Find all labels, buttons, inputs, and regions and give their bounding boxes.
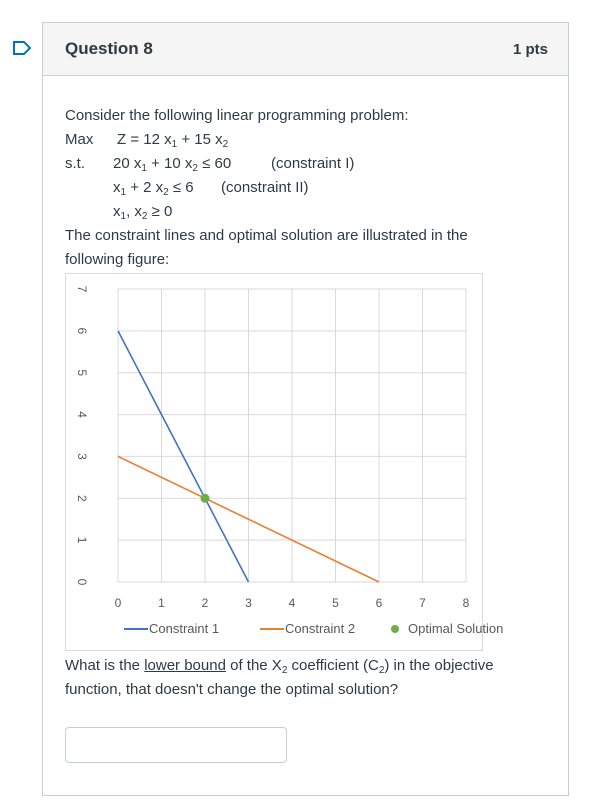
constraint-1-expr: 20 $x_1 + 10$ $x_2 \le 60$ — [113, 155, 232, 174]
optimal-solution-point — [201, 494, 210, 503]
x-tick-label: 7 — [419, 596, 426, 610]
st-label: s.t. — [65, 155, 86, 172]
x-tick-label: 4 — [288, 596, 296, 610]
y-tick-label: 7 — [75, 285, 89, 293]
x-tick-label: 0 — [114, 596, 122, 610]
question-points: 1 pts — [512, 40, 548, 58]
objective-expr: Z = 12 $x_1 + 15$ $x_2$ — [117, 131, 229, 150]
constraint-2-line: $x_1 + 2$ $x_2 \le 6$ (constraint II) — [113, 179, 309, 198]
y-tick-label: 1 — [75, 536, 89, 544]
answer-input[interactable] — [65, 727, 287, 763]
y-tick-label: 0 — [75, 578, 89, 586]
y-tick-label: 3 — [75, 453, 89, 460]
question-card — [42, 22, 569, 796]
question-title: Question 8 — [65, 39, 153, 58]
legend-label-optimal: Optimal Solution — [408, 621, 504, 636]
x-tick-label: 5 — [332, 596, 339, 610]
intro-text: Consider the following linear programming problem: — [65, 107, 409, 124]
nonnegativity-line: $x_1$, $x_2 \ge 0$ — [113, 203, 173, 222]
legend-swatch-optimal — [391, 625, 399, 633]
x-tick-label: 1 — [158, 596, 165, 610]
flag-icon[interactable] — [12, 40, 32, 56]
chart-canvas — [66, 274, 504, 650]
x-tick-label: 8 — [462, 596, 470, 610]
legend-label-constraint-2: Constraint 2 — [285, 621, 356, 636]
constraint-1-line — [65, 155, 355, 174]
y-tick-label: 5 — [75, 369, 89, 377]
lower-bound-emphasis: lower bound — [144, 657, 226, 674]
y-tick-label: 4 — [75, 411, 89, 418]
constraint-1-name: (constraint I) — [271, 155, 355, 172]
question-prompt-1: What is the lower bound of the $X_2$ coefficient $(C_2)$ in the objective — [65, 657, 494, 676]
legend-label-constraint-1: Constraint 1 — [149, 621, 220, 636]
max-label: Max — [65, 131, 94, 148]
question-header — [43, 23, 568, 76]
question-prompt-2: function, that doesn't change the optimal solution? — [65, 681, 399, 698]
x-tick-label: 2 — [201, 596, 209, 610]
figure-text-1: The constraint lines and optimal solution are illustrated in the — [65, 227, 468, 244]
x-tick-label: 3 — [245, 596, 252, 610]
constraint-2-name: (constraint II) — [221, 179, 309, 196]
constraint-chart — [65, 273, 504, 651]
figure-text-2: following figure: — [65, 251, 170, 268]
y-tick-label: 2 — [75, 494, 89, 502]
objective-line — [65, 131, 229, 150]
x-tick-label: 6 — [375, 596, 383, 610]
y-tick-label: 6 — [75, 327, 89, 335]
